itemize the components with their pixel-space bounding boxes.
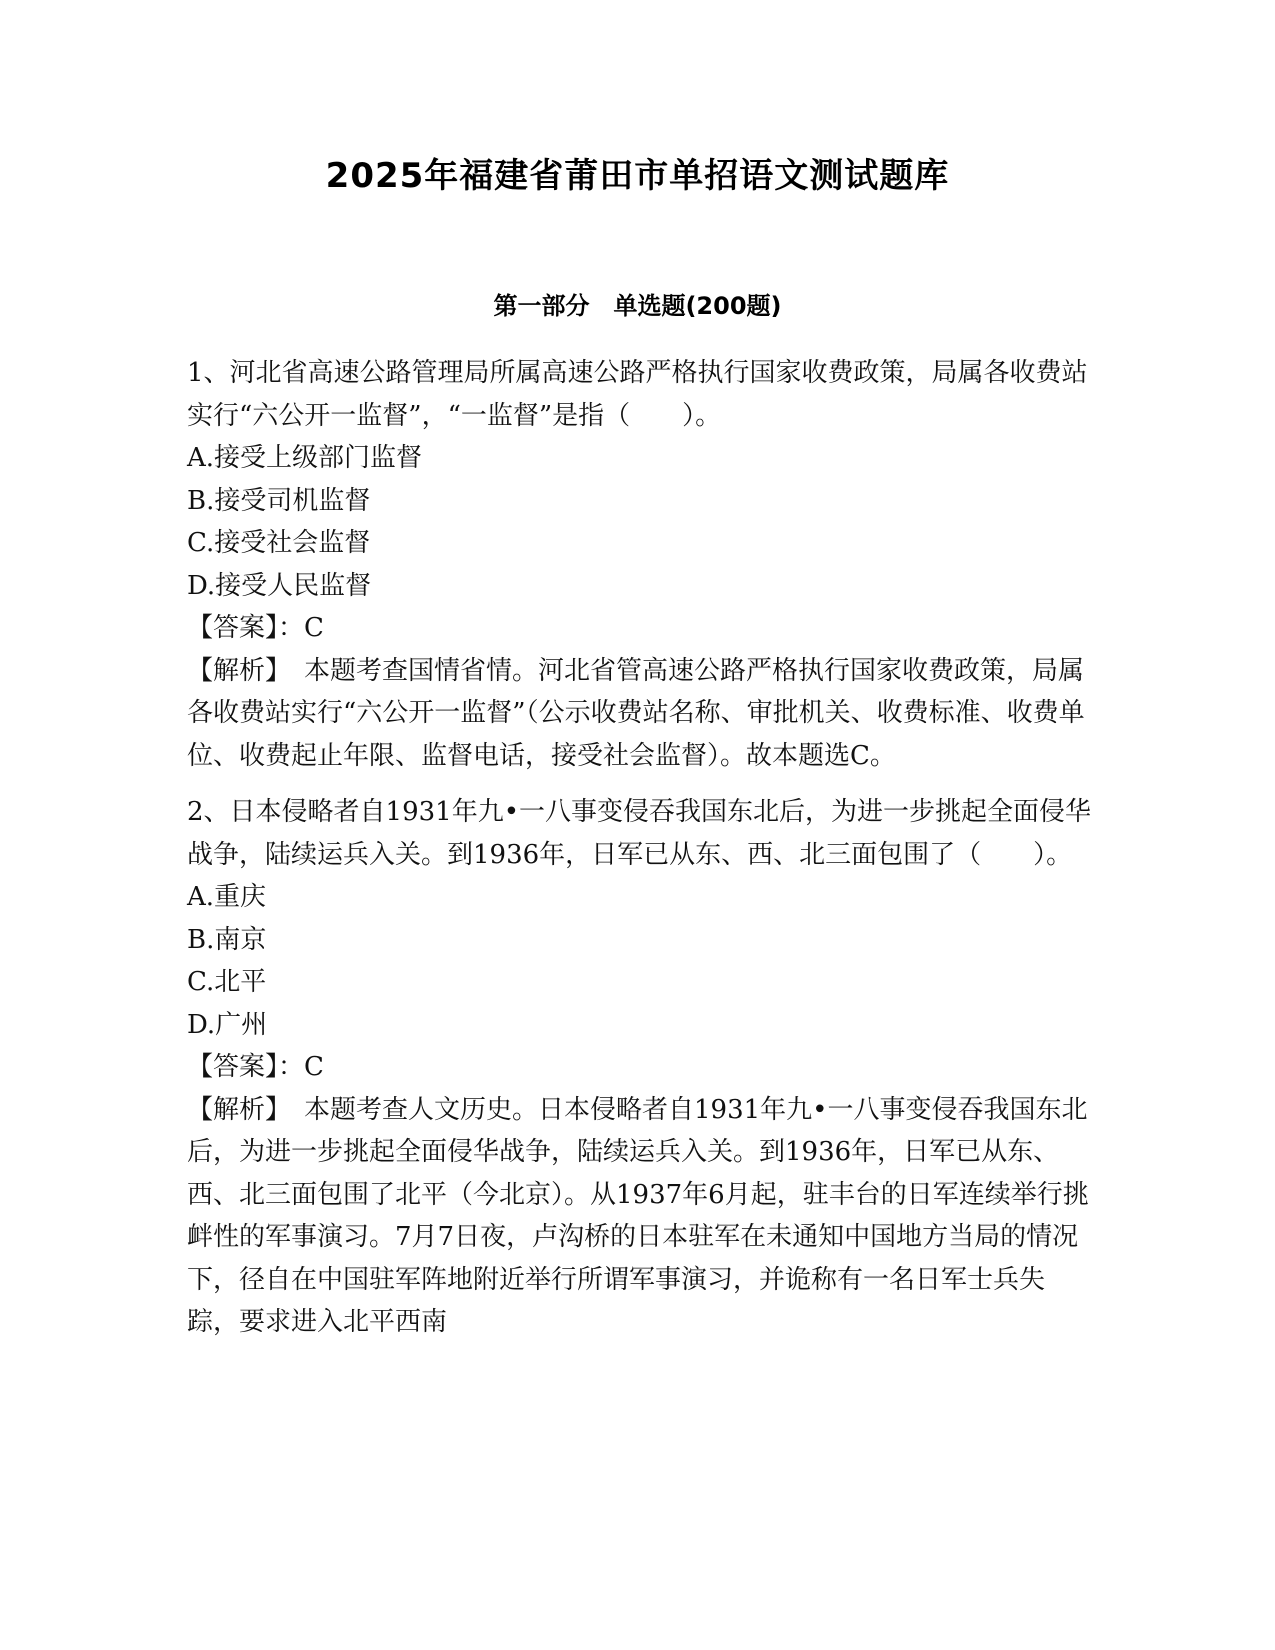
question-stem: 1、河北省高速公路管理局所属高速公路严格执行国家收费政策，局属各收费站实行“六公开一监督”，“一监督”是指（ ）。	[187, 358, 1088, 431]
document-title: 2025年福建省莆田市单招语文测试题库	[325, 156, 950, 196]
answer-value: C	[304, 613, 324, 643]
option-d: D.接受人民监督	[187, 570, 372, 601]
section-title: 第一部分 单选题(200题)	[493, 292, 782, 320]
question-stem: 2、日本侵略者自1931年九•一八事变侵吞我国东北后，为进一步挑起全面侵华战争，陆续运兵入关。到1936年，日军已从东、西、北三面包围了（ ）。	[187, 797, 1092, 870]
analysis-paragraph	[187, 650, 1092, 778]
option-c: C.接受社会监督	[187, 528, 371, 558]
option-b: B.南京	[187, 924, 267, 955]
answer-label: 【答案】：	[187, 613, 305, 643]
answer-label: 【答案】：	[187, 1052, 305, 1082]
option-a: A.接受上级部门监督	[187, 443, 423, 473]
option-c: C.北平	[187, 967, 267, 997]
analysis-text: 本题考查国情省情。河北省管高速公路严格执行国家收费政策，局属各收费站实行“六公开一监督”（公示收费站名称、审批机关、收费标准、收费单位、收费起止年限、监督电话，接受社会监督）。故本题选C。	[187, 655, 1085, 771]
option-a: A.重庆	[187, 882, 267, 912]
option-d: D.广州	[187, 1009, 268, 1040]
answer-value: C	[304, 1052, 324, 1082]
answer-line	[187, 1046, 1092, 1089]
answer-line	[187, 607, 1092, 650]
option-b: B.接受司机监督	[187, 485, 371, 516]
question-2	[187, 791, 1092, 1344]
analysis-label: 【解析】	[187, 655, 279, 686]
document-body	[187, 352, 1092, 1344]
analysis-paragraph	[187, 1089, 1092, 1344]
question-1	[187, 352, 1092, 777]
analysis-text: 本题考查人文历史。日本侵略者自1931年九•一八事变侵吞我国东北后，为进一步挑起全面侵华战争，陆续运兵入关。到1936年，日军已从东、西、北三面包围了北平（今北京）。从1937年6月起，驻丰台的日军连续举行挑衅性的军事演习。7月7日夜，卢沟桥的日本驻军在未通知中国地方当局的情况下，径自在中国驻军阵地附近举行所谓军事演习，并诡称有一名日军士兵失踪，要求进入北平西南	[187, 1094, 1089, 1337]
analysis-label: 【解析】	[187, 1094, 279, 1125]
